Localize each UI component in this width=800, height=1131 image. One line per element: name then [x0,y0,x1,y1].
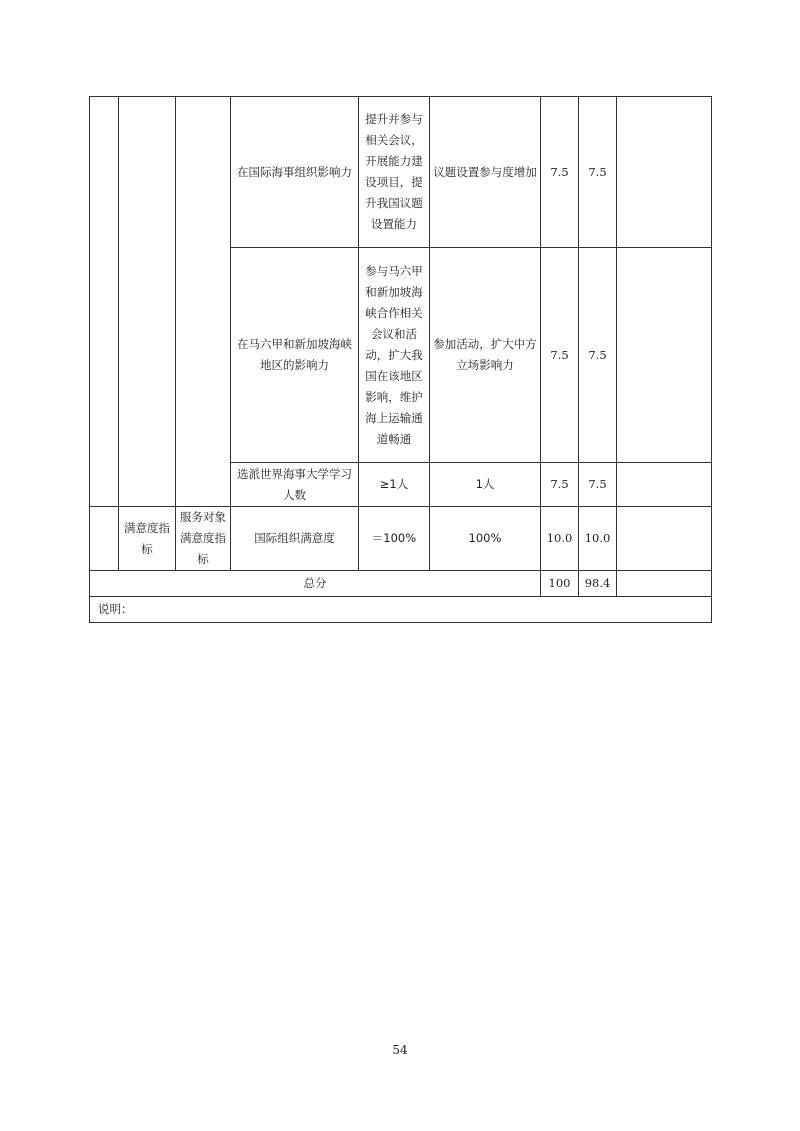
total-score: 98.4 [579,571,617,597]
metric-cell: 提升并参与相关会议，开展能力建设项目，提升我国议题设置能力 [359,97,430,248]
metric-cell: 参与马六甲和新加坡海峡合作相关会议和活动，扩大我国在该地区影响，维护海上运输通道畅通 [359,248,430,463]
total-weight: 100 [541,571,579,597]
indicator-cell: 在马六甲和新加坡海峡地区的影响力 [231,248,359,463]
table-row-satisfaction [90,507,712,571]
level2-cell [119,97,176,507]
reason-cell [617,248,712,463]
level1-cell [90,97,119,507]
reason-cell [617,97,712,248]
metric-cell: ≥1人 [359,463,430,507]
total-row [90,571,712,597]
actual-cell: 参加活动，扩大中方立场影响力 [430,248,541,463]
level3-cell: 服务对象满意度指标 [176,507,231,571]
actual-cell: 100% [430,507,541,571]
metric-cell: ＝100% [359,507,430,571]
weight-cell: 7.5 [541,97,579,248]
reason-cell [617,507,712,571]
reason-cell [617,463,712,507]
score-cell: 7.5 [579,97,617,248]
weight-cell: 10.0 [541,507,579,571]
level2-cell: 满意度指标 [119,507,176,571]
page-number: 54 [392,1043,408,1057]
table-row [90,97,712,248]
total-label: 总分 [90,571,541,597]
score-cell: 7.5 [579,248,617,463]
actual-cell: 1人 [430,463,541,507]
level1-cell [90,507,119,571]
weight-cell: 7.5 [541,248,579,463]
note-label: 说明： [90,597,712,623]
level3-cell [176,97,231,507]
indicator-cell: 在国际海事组织影响力 [231,97,359,248]
indicator-cell: 选派世界海事大学学习人数 [231,463,359,507]
performance-table [89,96,712,623]
weight-cell: 7.5 [541,463,579,507]
indicator-cell: 国际组织满意度 [231,507,359,571]
score-cell: 7.5 [579,463,617,507]
actual-cell: 议题设置参与度增加 [430,97,541,248]
total-reason [617,571,712,597]
score-cell: 10.0 [579,507,617,571]
note-row [90,597,712,623]
